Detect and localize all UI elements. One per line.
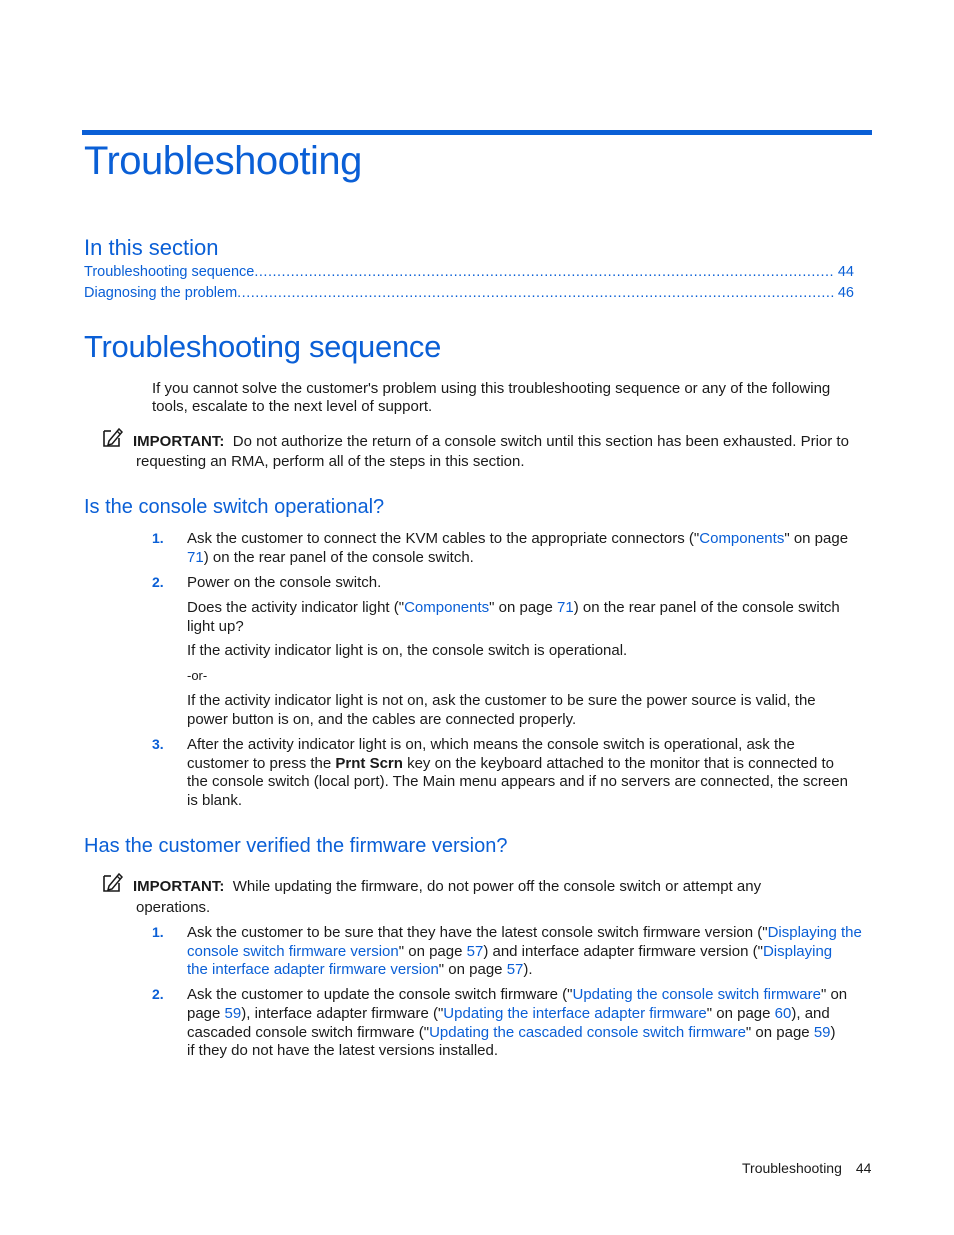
text: " on page <box>489 599 558 616</box>
step-3-line-2 <box>187 754 834 773</box>
link-page-60[interactable]: 60 <box>774 1005 792 1022</box>
link-page-71[interactable]: 71 <box>557 599 574 616</box>
link-page-57[interactable]: 57 <box>466 943 484 960</box>
step-number: 1. <box>152 530 164 546</box>
text: ), interface adapter firmware (" <box>241 1005 444 1022</box>
toc-entry-label[interactable]: Troubleshooting sequence <box>84 264 255 280</box>
text: " on page <box>438 961 507 978</box>
toc-entry-page[interactable]: 46 <box>837 285 854 301</box>
important-note-2-line-2: operations. <box>136 899 211 916</box>
step-3-line-1: After the activity indicator light is on, which means the console switch is operational, ask the <box>187 736 795 753</box>
step-3-line-3: the console switch (local port). The Main menu appears and if no servers are connected, the screen <box>187 773 848 790</box>
important-label: IMPORTANT: <box>133 433 225 450</box>
link-components[interactable]: Components <box>699 530 785 547</box>
important-note-2 <box>133 877 761 896</box>
fw-step-2-line-1 <box>187 985 847 1004</box>
text: " on page <box>784 530 849 547</box>
text: " on page <box>745 1024 814 1041</box>
text: " on page <box>706 1005 775 1022</box>
toc-leader <box>237 285 834 301</box>
text: Ask the customer to connect the KVM cables to the appropriate connectors (" <box>187 530 700 547</box>
fw-step-1-line-1 <box>187 923 862 942</box>
important-note-icon <box>101 871 123 893</box>
step-2-question-line-2: light up? <box>187 618 244 635</box>
text: ) on the rear panel of the console switch <box>573 599 840 616</box>
step-number: 3. <box>152 736 164 752</box>
text: key on the keyboard attached to the monitor that is connected to <box>402 755 835 772</box>
text: Ask the customer to be sure that they have the latest console switch firmware version (" <box>187 924 768 941</box>
text: Ask the customer to update the console switch firmware (" <box>187 986 573 1003</box>
text: ). <box>523 961 533 978</box>
text: ) on the rear panel of the console switch. <box>203 549 474 566</box>
text: page <box>187 1005 225 1022</box>
link-page-57[interactable]: 57 <box>506 961 524 978</box>
key-name: Prnt Scrn <box>335 755 403 772</box>
text: customer to press the <box>187 755 336 772</box>
fw-step-1-line-2 <box>187 942 832 961</box>
text: ), and <box>791 1005 830 1022</box>
step-number: 1. <box>152 924 164 940</box>
step-1-line-2 <box>187 548 474 567</box>
link-displaying-adapter-fw[interactable]: Displaying <box>762 943 833 960</box>
toc-entry-label[interactable]: Diagnosing the problem <box>84 285 238 301</box>
text: " on page <box>398 943 467 960</box>
link-updating-cascaded-fw[interactable]: Updating the cascaded console switch firmware <box>429 1024 746 1041</box>
step-2-off-line-1: If the activity indicator light is not on, ask the customer to be sure the power source is valid, the <box>187 692 816 709</box>
fw-step-2-line-3 <box>187 1023 836 1042</box>
text: " on <box>820 986 848 1003</box>
subsection-heading-firmware: Has the customer verified the firmware version? <box>84 835 508 857</box>
fw-step-2-line-2 <box>187 1004 830 1023</box>
text: ) and interface adapter firmware version (" <box>483 943 763 960</box>
fw-step-1-line-3 <box>187 960 533 979</box>
fw-step-2-line-4: if they do not have the latest versions installed. <box>187 1042 499 1059</box>
in-this-section-heading: In this section <box>84 235 219 260</box>
footer-label: Troubleshooting <box>742 1160 842 1176</box>
intro-line-1: If you cannot solve the customer's problem using this troubleshooting sequence or any of the following <box>152 380 831 397</box>
link-page-59[interactable]: 59 <box>224 1005 242 1022</box>
important-note-icon <box>101 426 123 448</box>
step-number: 2. <box>152 986 164 1002</box>
step-1-line-1 <box>187 529 848 548</box>
link-page-59[interactable]: 59 <box>813 1024 831 1041</box>
toc-entry-diagnosing-the-problem[interactable] <box>84 285 854 301</box>
important-text: Do not authorize the return of a console switch until this section has been exhausted. Prior to <box>232 433 849 450</box>
step-3-line-4: is blank. <box>187 792 243 809</box>
subsection-heading-operational: Is the console switch operational? <box>84 496 385 518</box>
link-displaying-console-fw[interactable]: Displaying the <box>767 924 862 941</box>
step-2-or: -or- <box>187 668 208 683</box>
text: cascaded console switch firmware (" <box>187 1024 430 1041</box>
step-number: 2. <box>152 574 164 590</box>
text: ) <box>830 1024 836 1041</box>
important-label: IMPORTANT: <box>133 878 225 895</box>
link-components[interactable]: Components <box>404 599 490 616</box>
footer-page-number: 44 <box>855 1160 872 1176</box>
toc-entry-troubleshooting-sequence[interactable] <box>84 264 854 280</box>
toc-leader <box>254 264 833 280</box>
chapter-rule <box>82 130 872 135</box>
section-heading-troubleshooting-sequence: Troubleshooting sequence <box>84 329 442 364</box>
link-updating-adapter-fw[interactable]: Updating the interface adapter firmware <box>443 1005 707 1022</box>
important-note-1-line-2: requesting an RMA, perform all of the steps in this section. <box>136 453 525 470</box>
step-2-on-text: If the activity indicator light is on, the console switch is operational. <box>187 642 628 659</box>
important-note-1 <box>133 432 849 451</box>
text: Does the activity indicator light (" <box>187 599 405 616</box>
intro-line-2: tools, escalate to the next level of support. <box>152 398 433 415</box>
link-displaying-console-fw[interactable]: console switch firmware version <box>187 943 399 960</box>
toc-entry-page[interactable]: 44 <box>837 264 854 280</box>
important-text: While updating the firmware, do not power off the console switch or attempt any <box>232 878 762 895</box>
link-updating-console-fw[interactable]: Updating the console switch firmware <box>572 986 821 1003</box>
link-page-71[interactable]: 71 <box>187 549 204 566</box>
step-2-question-line-1 <box>187 598 840 617</box>
link-displaying-adapter-fw[interactable]: the interface adapter firmware version <box>187 961 439 978</box>
chapter-title: Troubleshooting <box>84 139 362 183</box>
step-2-off-line-2: power button is on, and the cables are connected properly. <box>187 711 577 728</box>
page-footer <box>742 1160 871 1176</box>
step-2-text: Power on the console switch. <box>187 574 382 591</box>
